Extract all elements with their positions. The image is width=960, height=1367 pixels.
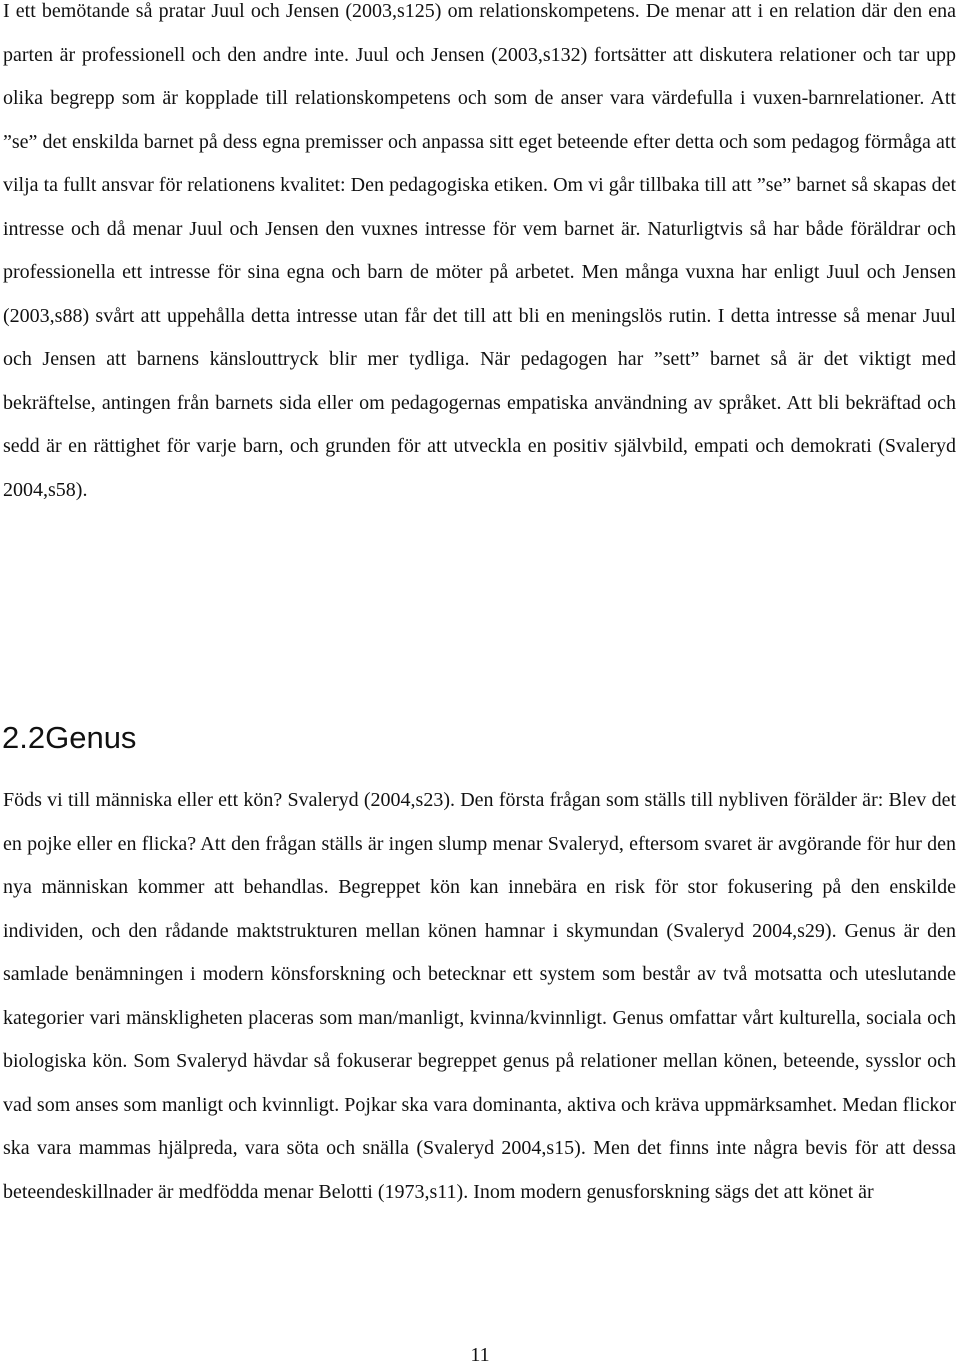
- body-paragraph-relationskompetens: I ett bemötande så pratar Juul och Jensen (2003,s125) om relationskompetens. De menar att i en relation där den ena parten är professionell och den andre inte. Juul och Jensen (2003,s132) fortsätter att diskutera relationer och tar upp olika begrepp som är kopplade till relationskompetens och som de anser vara värdefulla i vuxen-barnrelationer. Att ”se” det enskilda barnet på dess egna premisser och anpassa sitt eget beteende efter detta och som pedagog förmåga att vilja ta fullt ansvar för relationens kvalitet: Den pedagogiska etiken. Om vi går tillbaka till att ”se” barnet så skapas det intresse och då menar Juul och Jensen den vuxnes intresse för vem barnet är. Naturligtvis så har både föräldrar och professionella ett intresse för sina egna och barn de möter på arbetet. Men många vuxna har enligt Juul och Jensen (2003,s88) svårt att uppehålla detta intresse utan får det till att bli en meningslös rutin. I detta intresse så menar Juul och Jensen att barnens känslouttryck blir mer tydliga. När pedagogen har ”sett” barnet så är det viktigt med bekräftelse, antingen från barnets sida eller om pedagogernas empatiska användning av språket. Att bli bekräftad och sedd är en rättighet för varje barn, och grunden för att utveckla en positiv självbild, empati och demokrati (Svaleryd 2004,s58).: [3, 0, 956, 501]
- page-number: 11: [470, 1344, 490, 1366]
- section-heading-genus: 2.2Genus: [2, 720, 137, 755]
- body-paragraph-genus: Föds vi till människa eller ett kön? Svaleryd (2004,s23). Den första frågan som ställs till nybliven förälder är: Blev det en pojke eller en flicka? Att den frågan ställs är ingen slump menar Svaleryd, eftersom svaret är avgörande för hur den nya människan kommer att behandlas. Begreppet kön kan innebära en risk för stor fokusering på den enskilde individen, och den rådande maktstrukturen mellan könen hamnar i skymundan (Svaleryd 2004,s29). Genus är den samlade benämningen i modern könsforskning och betecknar ett system som består av två motsatta och uteslutande kategorier vari mänskligheten placeras som man/manligt, kvinna/kvinnligt. Genus omfattar vårt kulturella, sociala och biologiska kön. Som Svaleryd hävdar så fokuserar begreppet genus på relationer mellan könen, beteende, sysslor och vad som anses som manligt och kvinnligt. Pojkar ska vara dominanta, aktiva och kräva uppmärksamhet. Medan flickor ska vara mammas hjälpreda, vara söta och snälla (Svaleryd 2004,s15). Men det finns inte några bevis för att dessa beteendeskillnader är medfödda menar Belotti (1973,s11). Inom modern genusforskning sägs det att könet är: [3, 789, 956, 1203]
